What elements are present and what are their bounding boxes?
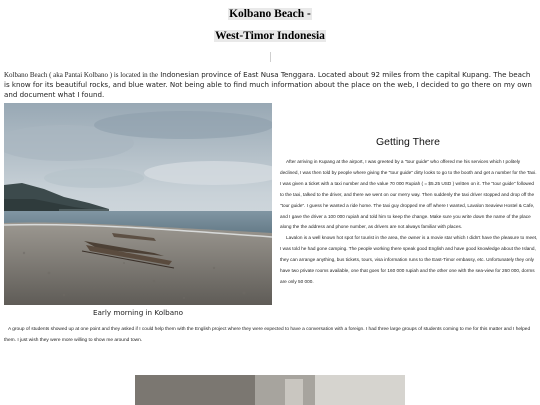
page-title	[0, 8, 540, 20]
story-paragraph-2: Lavalon is a well known hot spot for tourist in the area, the owner is a movie star which I didn't have the pleasure to meet, I was told he had gone camping. The people working there speak good English and have good knowledge about the Island, they can arrange anything, bus tickets, tours, visa information runs to the East-Timor embassy, etc. Unfortunately they only have two private rooms available, one that goes for 160 000 rupiah and the other one with the sea-view for 260 000, dorms are only 50 000.	[280, 235, 538, 284]
getting-there-heading: Getting There	[375, 136, 440, 148]
beach-photo	[4, 103, 272, 305]
intro-paragraph	[4, 70, 534, 100]
photo-caption: Early morning in Kolbano	[92, 308, 184, 317]
page-subtitle	[0, 30, 540, 42]
divider	[270, 52, 271, 62]
room-photo	[135, 375, 405, 405]
title-line-2: West-Timor Indonesia	[215, 30, 325, 42]
intro-sans-text: Indonesian province of East Nusa Tenggara. Located about 92 miles from the capital Kupang. The beach is know for its beautiful rocks, and blue water. Not being able to find much information about the place on the web, I decided to go there on my own and document what I found.	[4, 70, 532, 99]
story-paragraph-1: After arriving in Kupang at the airport, I was greeted by a "tour guide" who offered me his services which I politely declined, I was then told by people where giving the "tour guide" dirty looks to go to the booth and get a number for the Taxi. I was given a ticket with a taxi number and the value 70 000 Rupiah ( = $5.25 USD ) written on it. The "tour guide" followed to the taxi, talked to the driver, and there we went on our merry way. Then suddenly the taxi driver stopped and drop off the "tour guide". I guess he wanted a ride home. The taxi guy dropped me off where I wanted, Lavalon Seaview Hostel & Cafe, and I gave the driver a 100 000 rupiah and told him to keep the change. Make sure you write down the name of the place along the the address and phone number, as drivers are not always familiar with places.	[280, 159, 537, 230]
title-line-1: Kolbano Beach -	[229, 8, 311, 20]
getting-there-body	[280, 157, 538, 288]
intro-serif-text: Kolbano Beach ( aka Pantai Kolbano ) is located in the	[4, 71, 158, 79]
footer-text: A group of students showed up at one point and they asked if I could help them with the English project where they were expected to have a conversation with a foreign. I had three large groups of students coming to me for this matter and I helped them. I just wish they were more willing to show me around town.	[4, 327, 531, 343]
students-paragraph	[4, 324, 536, 346]
